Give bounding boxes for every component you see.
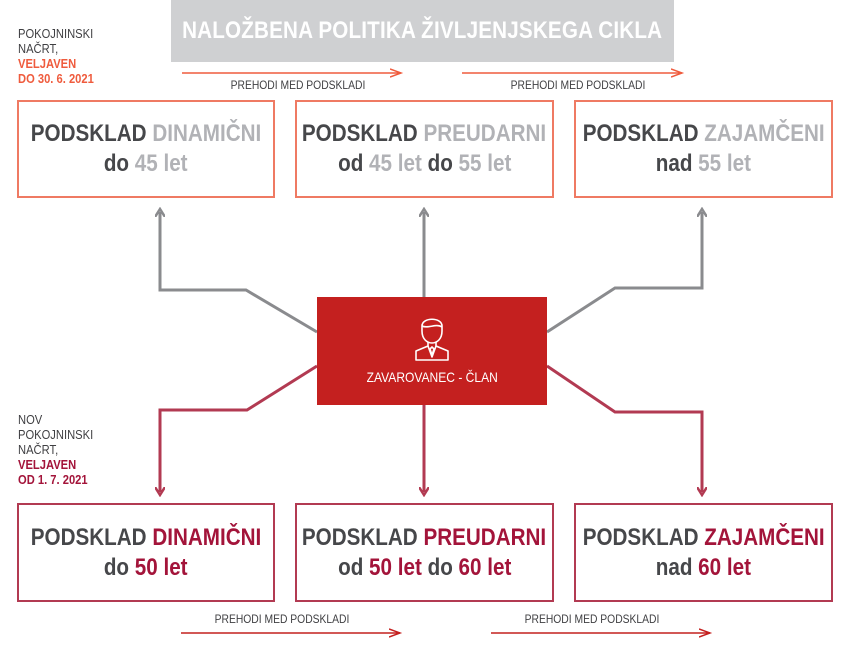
note-highlight: VELJAVEN	[18, 56, 77, 71]
old-fund-guaranteed	[574, 100, 833, 198]
note-validity-date: OD 1. 7. 2021	[18, 472, 88, 487]
age-value-2: 55 let	[458, 150, 512, 177]
fund-name: ZAJAMČENI	[704, 120, 825, 147]
person-icon	[406, 311, 458, 363]
new-transition-label-2: PREHODI MED PODSKLADI	[524, 612, 660, 626]
age-value: 50 let	[135, 553, 188, 581]
fund-label: PODSKLAD	[302, 523, 419, 551]
age-prefix-2: do	[427, 150, 453, 177]
age-value: 45 let	[368, 150, 422, 177]
note-line: NOV	[18, 412, 43, 427]
age-value: 50 let	[368, 553, 422, 581]
fund-label: PODSKLAD	[30, 523, 147, 551]
age-prefix: do	[104, 150, 130, 177]
new-plan-note	[18, 412, 93, 487]
age-prefix: od	[337, 150, 364, 177]
new-fund-dynamic	[17, 503, 275, 602]
age-prefix: od	[337, 553, 364, 581]
new-fund-prudent	[295, 503, 554, 602]
note-validity-date: DO 30. 6. 2021	[18, 71, 94, 86]
new-transition-label-1: PREHODI MED PODSKLADI	[214, 612, 350, 626]
age-value-2: 60 let	[458, 553, 512, 581]
title-banner	[171, 0, 674, 62]
member-label: ZAVAROVANEC - ČLAN	[366, 369, 498, 385]
note-line: POKOJNINSKI	[18, 427, 94, 442]
fund-label: PODSKLAD	[30, 120, 147, 147]
note-line: POKOJNINSKI	[18, 26, 94, 41]
fund-name: DINAMIČNI	[152, 523, 262, 551]
age-value: 55 let	[698, 150, 752, 177]
note-line: NAČRT,	[18, 442, 59, 457]
age-value: 60 let	[698, 553, 752, 581]
arrow-to-new-guaranteed	[547, 366, 702, 492]
old-transition-label-1: PREHODI MED PODSKLADI	[230, 78, 366, 92]
arrow-to-new-dynamic	[160, 366, 317, 492]
age-prefix-2: do	[427, 553, 453, 581]
old-plan-note	[18, 26, 94, 86]
old-fund-prudent	[295, 100, 554, 198]
age-prefix: do	[104, 553, 130, 581]
age-prefix: nad	[655, 553, 693, 581]
fund-label: PODSKLAD	[302, 120, 419, 147]
fund-name: PREUDARNI	[423, 523, 547, 551]
page-title: NALOŽBENA POLITIKA ŽIVLJENJSKEGA CIKLA	[182, 17, 663, 44]
fund-label: PODSKLAD	[582, 120, 699, 147]
fund-name: PREUDARNI	[423, 120, 547, 147]
fund-label: PODSKLAD	[582, 523, 699, 551]
old-fund-dynamic	[17, 100, 275, 198]
age-value: 45 let	[135, 150, 188, 177]
fund-name: DINAMIČNI	[152, 120, 262, 147]
arrow-to-old-guaranteed	[547, 212, 702, 332]
fund-name: ZAJAMČENI	[704, 523, 825, 551]
member-box	[317, 297, 547, 405]
note-line: NAČRT,	[18, 41, 59, 56]
age-prefix: nad	[655, 150, 693, 177]
arrow-to-old-dynamic	[160, 212, 317, 332]
note-highlight: VELJAVEN	[18, 457, 77, 472]
new-fund-guaranteed	[574, 503, 833, 602]
old-transition-label-2: PREHODI MED PODSKLADI	[510, 78, 646, 92]
